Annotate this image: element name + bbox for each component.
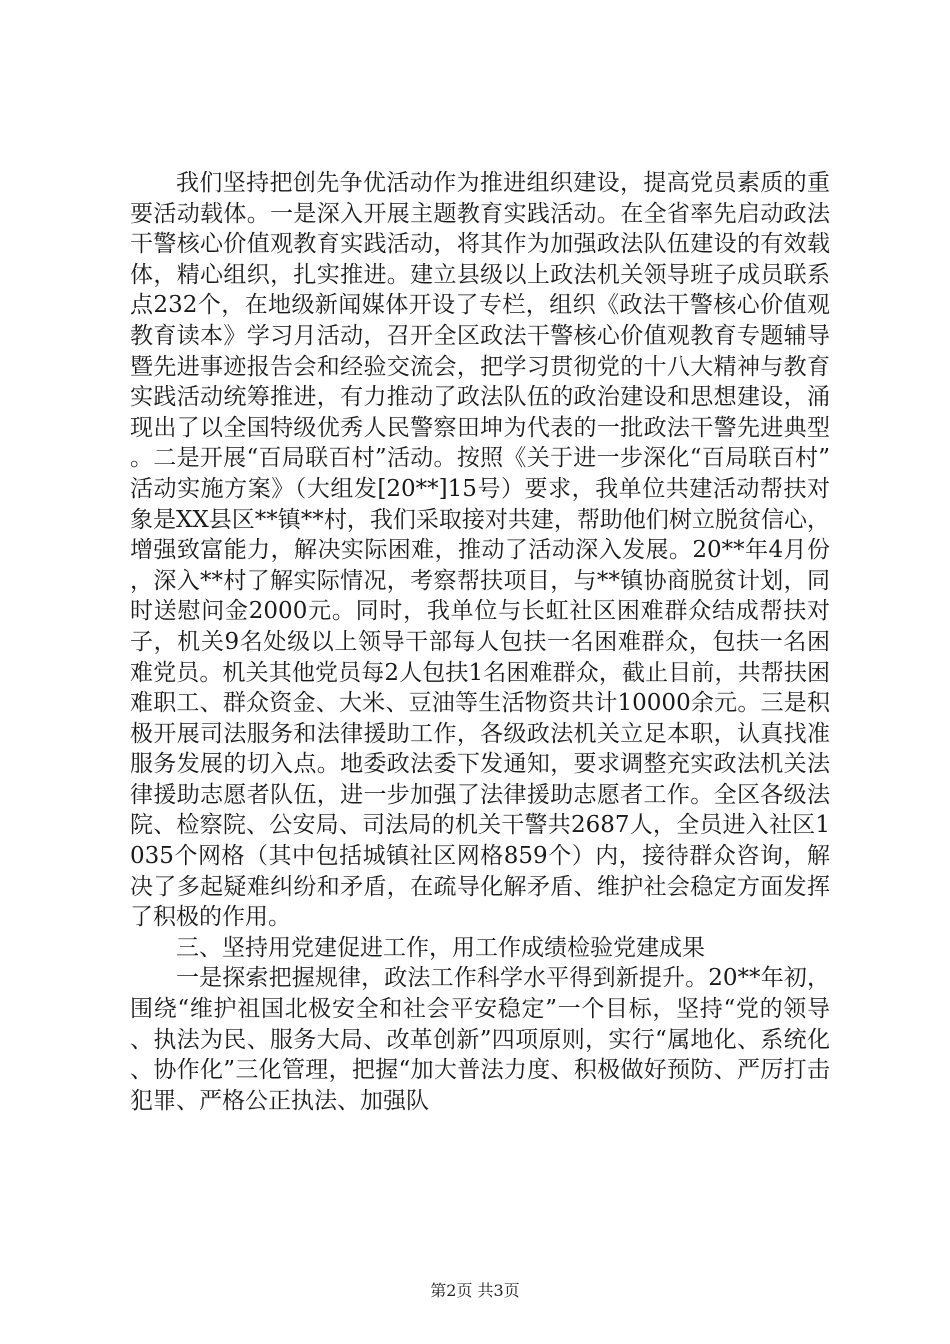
page-footer: 第2页 共3页 <box>430 1281 520 1300</box>
body-paragraph: 我们坚持把创先争优活动作为推进组织建设，提高党员素质的重要活动载体。一是深入开展主题教育实践活动。在全省率先启动政法干警核心价值观教育实践活动，将其作为加强政法队伍建设的有效载体，精心组织，扎实推进。建立县级以上政法机关领导班子成员联系点232个，在地级新闻媒体开设了专栏，组织《政法干警核心价值观教育读本》学习月活动，召开全区政法干警核心价值观教育专题辅导暨先进事迹报告会和经验交流会，把学习贯彻党的十八大精神与教育实践活动统筹推进，有力推动了政法队伍的政治建设和思想建设，涌现出了以全国特级优秀人民警察田坤为代表的一批政法干警先进典型。二是开展“百局联百村”活动。按照《关于进一步深化“百局联百村”活动实施方案》（大组发[20**]15号）要求，我单位共建活动帮扶对象是XX县区**镇**村，我们采取接对共建，帮助他们树立脱贫信心，增强致富能力，解决实际困难，推动了活动深入发展。20**年4月份，深入**村了解实际情况，考察帮扶项目，与**镇协商脱贫计划，同时送慰问金2000元。同时，我单位与长虹社区困难群众结成帮扶对子，机关9名处级以上领导干部每人包扶一名困难群众，包扶一名困难党员。机关其他党员每2人包扶1名困难群众，截止目前，共帮扶困难职工、群众资金、大米、豆油等生活物资共计10000余元。三是积极开展司法服务和法律援助工作，各级政法机关立足本职，认真找准服务发展的切入点。地委政法委下发通知，要求调整充实政法机关法律援助志愿者队伍，进一步加强了法律援助志愿者工作。全区各级法院、检察院、公安局、司法局的机关干警共2687人，全员进入社区1035个网格（其中包括城镇社区网格859个）内，接待群众咨询，解决了多起疑难纠纷和矛盾，在疏导化解矛盾、维护社会稳定方面发挥了积极的作用。 <box>130 170 830 931</box>
body-paragraph: 一是探索把握规律，政法工作科学水平得到新提升。20**年初，围绕“维护祖国北极安全和社会平安稳定”一个目标，坚持“党的领导、执法为民、服务大局、改革创新”四项原则，实行“属地化、系统化、协作化”三化管理，把握“加大普法力度、积极做好预防、严厉打击犯罪、严格公正执法、加强队 <box>130 965 830 1114</box>
document-body <box>130 168 830 1116</box>
section-heading: 三、坚持用党建促进工作，用工作成绩检验党建成果 <box>176 934 705 961</box>
